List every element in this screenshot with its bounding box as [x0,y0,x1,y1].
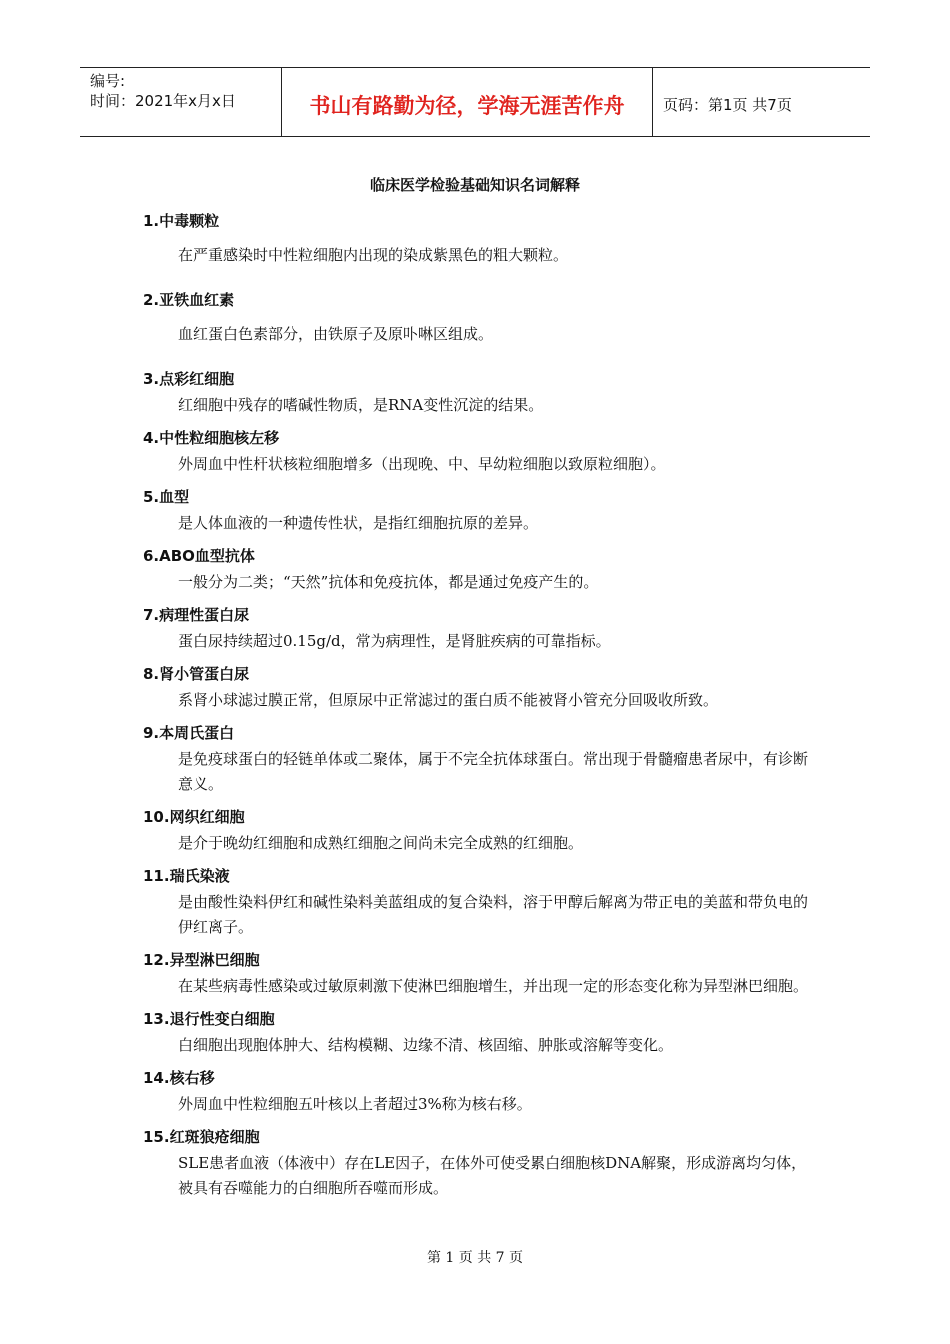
term-heading: 2.亚铁血红素 [143,291,235,309]
header-motto: 书山有路勤为径，学海无涯苦作舟 [282,68,653,136]
term-heading: 14.核右移 [143,1069,215,1087]
page-footer: 第 1 页 共 7 页 [426,1250,524,1266]
term-heading: 3.点彩红细胞 [143,370,235,388]
term-definition: 外周血中性杆状核粒细胞增多（出现晚、中、早幼粒细胞以致原粒细胞）。 [178,455,666,473]
term-heading: 12.异型淋巴细胞 [143,951,260,969]
term-definition: 是人体血液的一种遗传性状，是指红细胞抗原的差异。 [178,514,539,532]
term-definition: 外周血中性粒细胞五叶核以上者超过3%称为核右移。 [178,1095,532,1113]
number-label: 编号: [90,72,126,90]
term-definition: 是介于晚幼红细胞和成熟红细胞之间尚未完全成熟的红细胞。 [178,834,584,852]
term-definition: SLE患者血液（体液中）存在LE因子，在体外可使受累白细胞核DNA解聚，形成游离均匀体，被具有吞噬能力的白细胞所吞噬而形成。 [178,1154,807,1197]
document-title: 临床医学检验基础知识名词解释 [369,176,580,194]
term-definition: 血红蛋白色素部分，由铁原子及原卟啉区组成。 [178,325,494,343]
term-heading: 10.网织红细胞 [143,808,245,826]
term-definition: 一般分为二类；“天然”抗体和免疫抗体，都是通过免疫产生的。 [178,573,599,591]
term-definition: 白细胞出现胞体肿大、结构模糊、边缘不清、核固缩、肿胀或溶解等变化。 [178,1036,674,1054]
term-heading: 8.肾小管蛋白尿 [143,665,250,683]
term-definition: 是免疫球蛋白的轻链单体或二聚体，属于不完全抗体球蛋白。常出现于骨髓瘤患者尿中，有诊断意义。 [178,750,809,793]
term-definition: 是由酸性染料伊红和碱性染料美蓝组成的复合染料，溶于甲醇后解离为带正电的美蓝和带负电的伊红离子。 [178,893,809,936]
term-definition: 蛋白尿持续超过0.15g/d，常为病理性，是肾脏疾病的可靠指标。 [178,632,611,650]
term-heading: 13.退行性变白细胞 [143,1010,275,1028]
header-page-code: 页码：第1页 共7页 [663,95,792,114]
term-definition: 在严重感染时中性粒细胞内出现的染成紫黑色的粗大颗粒。 [178,246,569,264]
term-heading: 7.病理性蛋白尿 [143,606,250,624]
term-definition: 在某些病毒性感染或过敏原刺激下使淋巴细胞增生，并出现一定的形态变化称为异型淋巴细胞。 [178,977,809,995]
term-definition: 系肾小球滤过膜正常，但原尿中正常滤过的蛋白质不能被肾小管充分回吸收所致。 [178,691,719,709]
term-heading: 4.中性粒细胞核左移 [143,429,280,447]
term-heading: 15.红斑狼疮细胞 [143,1128,260,1146]
header-meta [80,68,282,136]
term-heading: 5.血型 [143,488,190,506]
page-header [80,67,870,137]
term-heading: 1.中毒颗粒 [143,212,220,230]
term-heading: 6.ABO血型抗体 [143,547,255,565]
term-heading: 11.瑞氏染液 [143,867,230,885]
time-label: 时间：2021年x月x日 [90,92,236,110]
glossary-list [143,207,813,1207]
term-heading: 9.本周氏蛋白 [143,724,235,742]
term-definition: 红细胞中残存的嗜碱性物质，是RNA变性沉淀的结果。 [178,396,544,414]
